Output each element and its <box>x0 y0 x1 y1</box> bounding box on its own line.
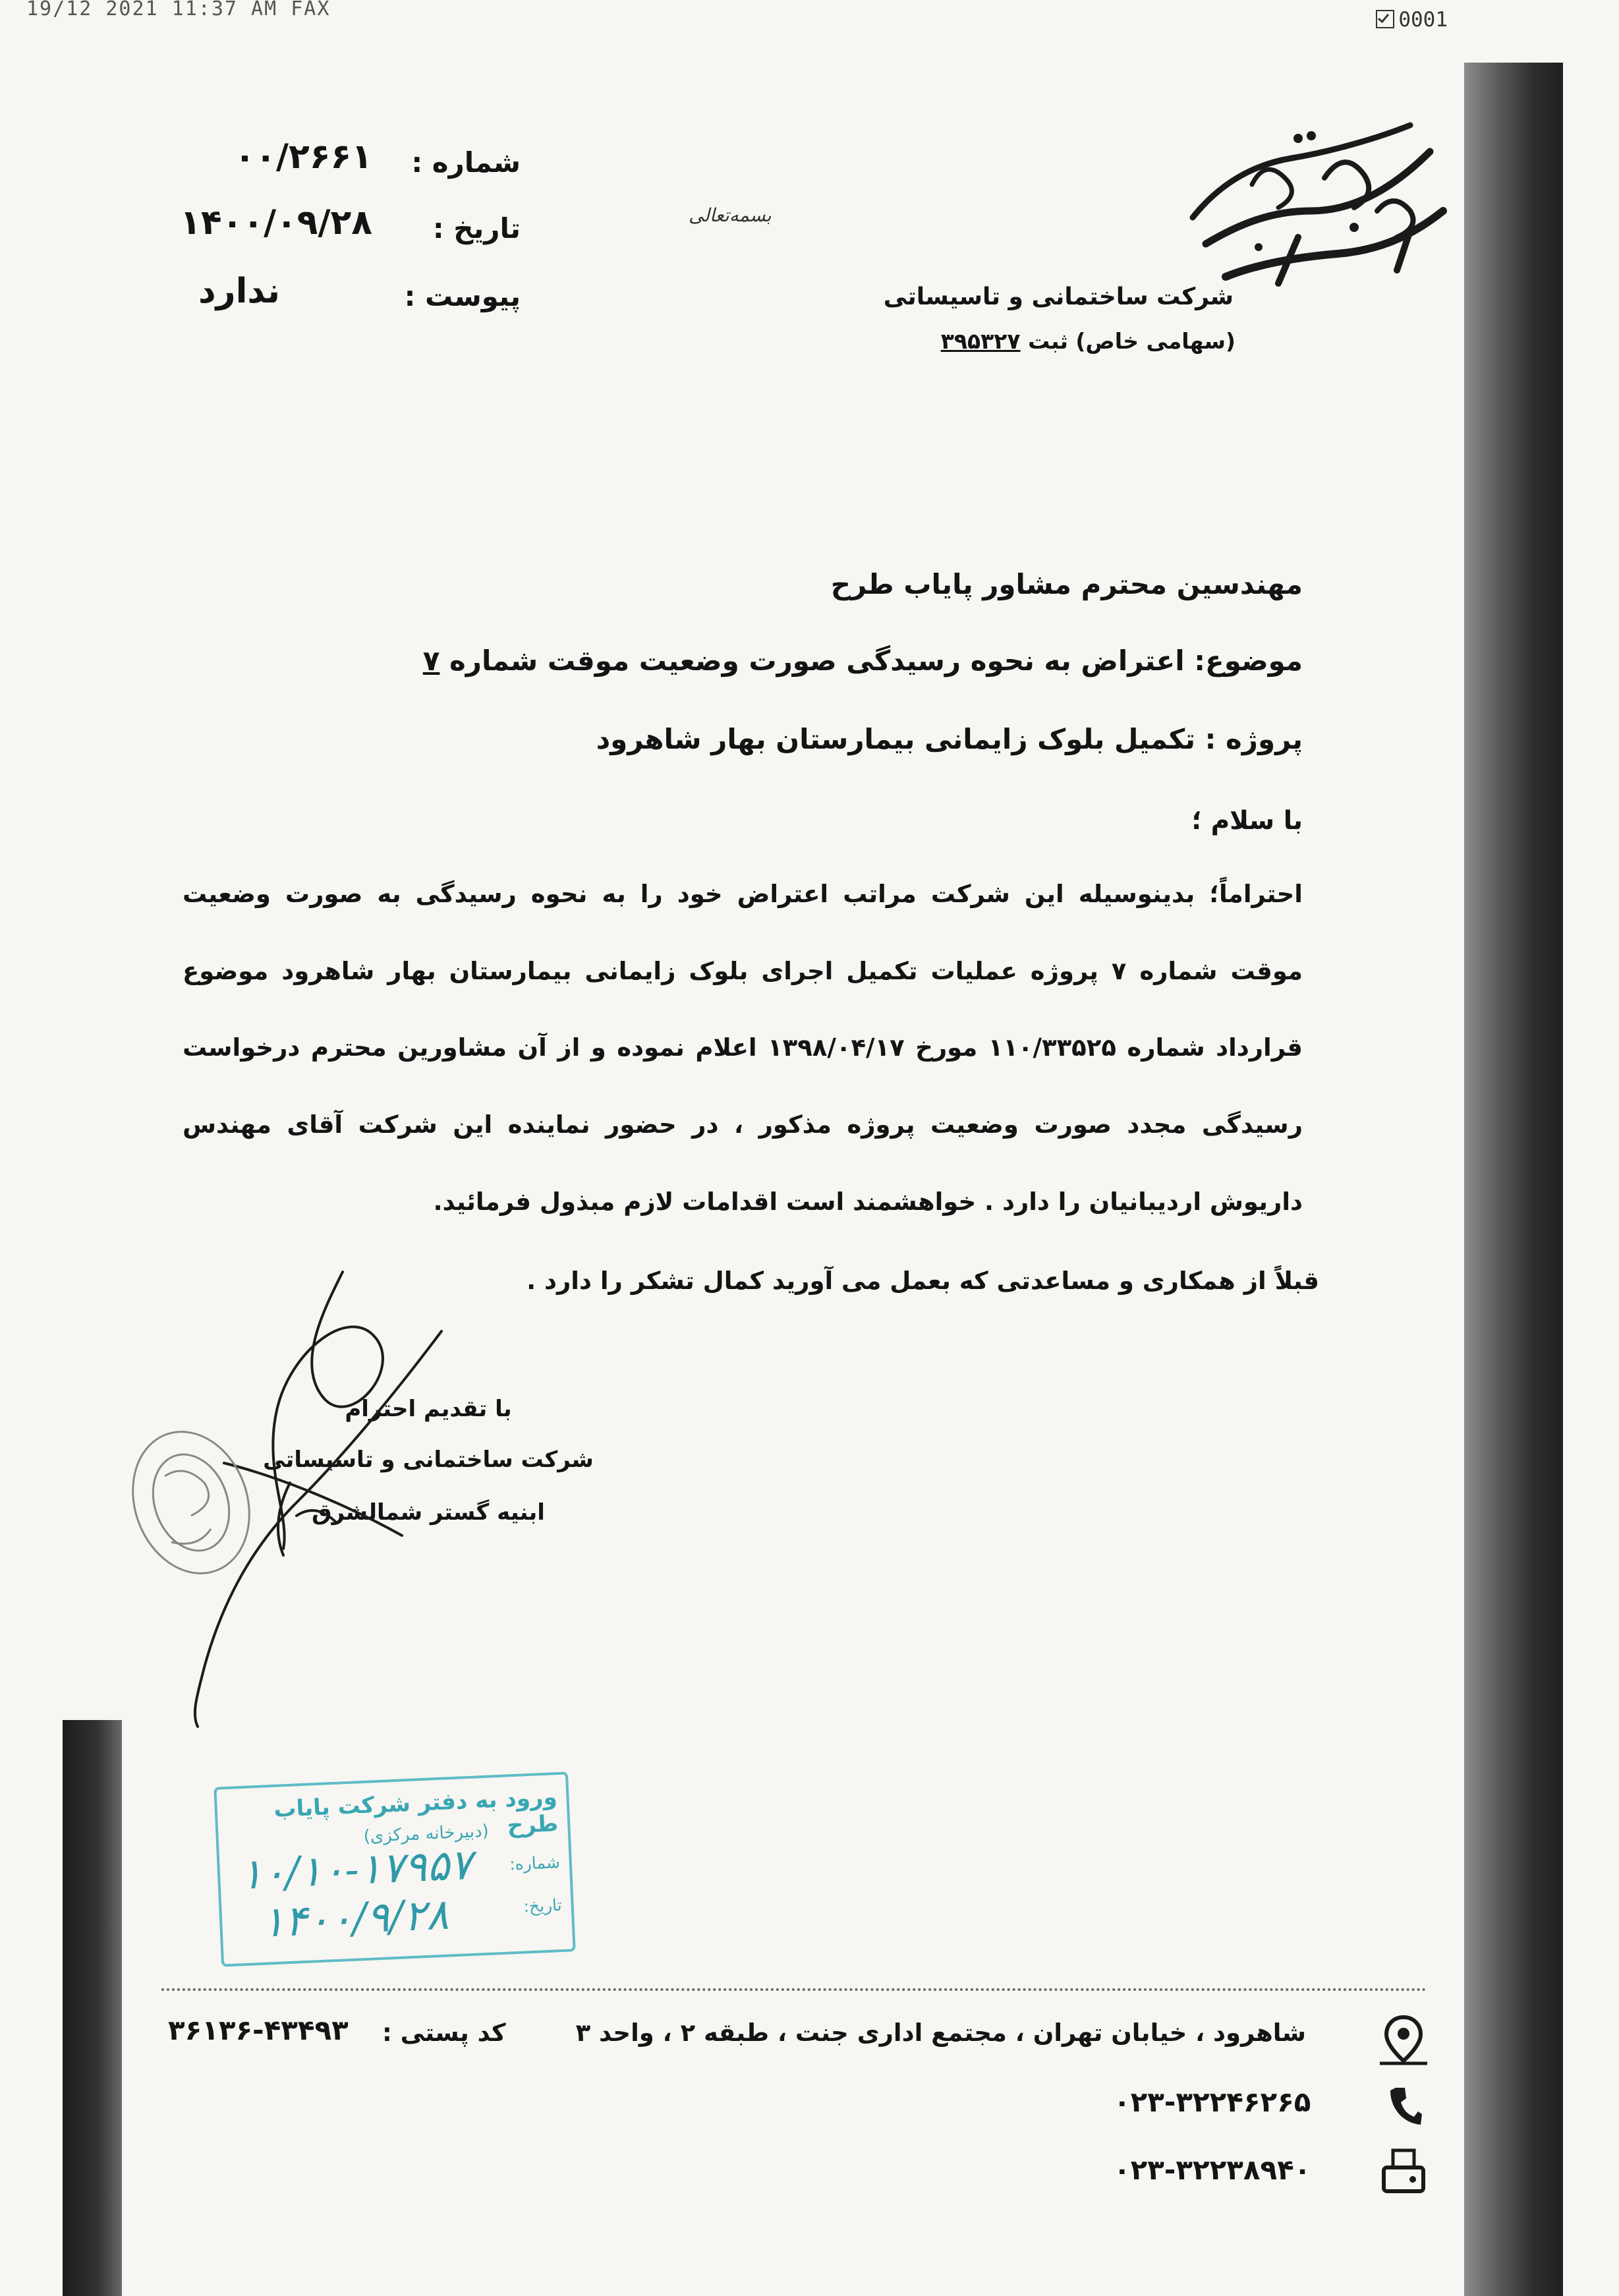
signature-line-2: شرکت ساختمانی و تاسیساتی <box>263 1447 594 1473</box>
number-value: ۰۰/۲۶۶۱ <box>234 137 372 177</box>
postal-label: کد پستی : <box>382 2019 506 2047</box>
date-value: ۱۴۰۰/۰۹/۲۸ <box>180 203 372 243</box>
stamp-date-label: تاریخ: <box>523 1895 563 1916</box>
attachment-value: ندارد <box>198 272 280 311</box>
thanks-line: قبلاً از همکاری و مساعدتی که بعمل می آورید کمال تشکر را دارد . <box>526 1267 1319 1295</box>
project: پروژه : تکمیل بلوک زایمانی بیمارستان بهار شاهرود <box>596 723 1303 755</box>
paragraph-line-3: قرارداد شماره ۱۱۰/۳۳۵۲۵ مورخ ۱۳۹۸/۰۴/۱۷ اعلام نموده و از آن مشاورین محترم درخواست <box>183 1033 1303 1062</box>
bism: بسمه‌تعالی <box>689 204 772 226</box>
checkbox-icon <box>1376 10 1394 28</box>
footer-address: شاهرود ، خیابان تهران ، مجتمع اداری جنت ، طبقه ۲ ، واحد ۳ <box>575 2019 1306 2047</box>
company-logo <box>1179 112 1463 306</box>
signature-line-3: ابنیه گستر شمالشرق <box>312 1499 545 1526</box>
subject <box>423 645 1303 677</box>
footer-divider <box>161 1988 1427 1991</box>
company-registration <box>941 328 1236 354</box>
attachment-label: پیوست : <box>404 280 521 312</box>
subject-number: ۷ <box>422 645 440 677</box>
stamp-subtitle: (دبیرخانه مرکزی) <box>363 1821 490 1847</box>
fax-page-value: 0001 <box>1398 8 1448 32</box>
scan-border-right <box>1464 63 1563 2296</box>
phone-icon <box>1384 2082 1423 2131</box>
paragraph-line-2: موقت شماره ۷ پروژه عملیات تکمیل اجرای بلوک زایمانی بیمارستان بهار شاهرود موضوع <box>183 957 1303 985</box>
company-name: شرکت ساختمانی و تاسیساتی <box>883 283 1234 310</box>
stamp-number-label: شماره: <box>509 1852 561 1874</box>
paragraph-line-1: احتراماً؛ بدینوسیله این شرکت مراتب اعتراض خود را به نحوه رسیدگی به صورت وضعیت <box>183 880 1303 908</box>
number-label: شماره : <box>411 146 521 179</box>
greeting: با سلام ؛ <box>1191 806 1303 836</box>
signature-line-1: با تقدیم احترام <box>345 1396 512 1422</box>
stamp-number-value: ۱۰/۱۰-۱۷۹۵۷ <box>239 1840 473 1900</box>
location-pin-icon <box>1377 2013 1430 2069</box>
stamp-title: ورود به دفتر شرکت پایاب طرح <box>273 1784 559 1839</box>
receipt-stamp <box>213 1771 575 1966</box>
stamp-date-value: ۱۴۰۰/۹/۲۸ <box>260 1890 450 1947</box>
handwritten-signature <box>125 1265 534 1742</box>
company-reg-prefix: (سهامی خاص) ثبت <box>1028 328 1236 354</box>
fax-header: 19/12 2021 11:37 AM FAX <box>26 0 331 20</box>
paragraph-line-4: رسیدگی مجدد صورت وضعیت پروژه مذکور ، در حضور نماینده این شرکت آقای مهندس <box>183 1110 1303 1139</box>
fax-machine-icon <box>1377 2145 1430 2200</box>
fax-page-number <box>1376 8 1448 32</box>
date-label: تاریخ : <box>432 212 521 244</box>
fax-number: ۰۲۳-۳۲۲۳۸۹۴۰ <box>1114 2154 1311 2186</box>
phone-number: ۰۲۳-۳۲۲۴۶۲۶۵ <box>1114 2086 1311 2118</box>
postal-value: ۳۶۱۳۶-۴۳۴۹۳ <box>168 2014 349 2046</box>
paragraph-last-line: داریوش اردیبانیان را دارد . خواهشمند است اقدامات لازم مبذول فرمائید. <box>433 1188 1303 1216</box>
scan-border-left <box>63 1720 122 2296</box>
recipient: مهندسین محترم مشاور پایاب طرح <box>830 568 1303 600</box>
company-reg-number: ۳۹۵۳۲۷ <box>940 328 1021 354</box>
subject-text: موضوع: اعتراض به نحوه رسیدگی صورت وضعیت موقت شماره <box>449 645 1303 677</box>
